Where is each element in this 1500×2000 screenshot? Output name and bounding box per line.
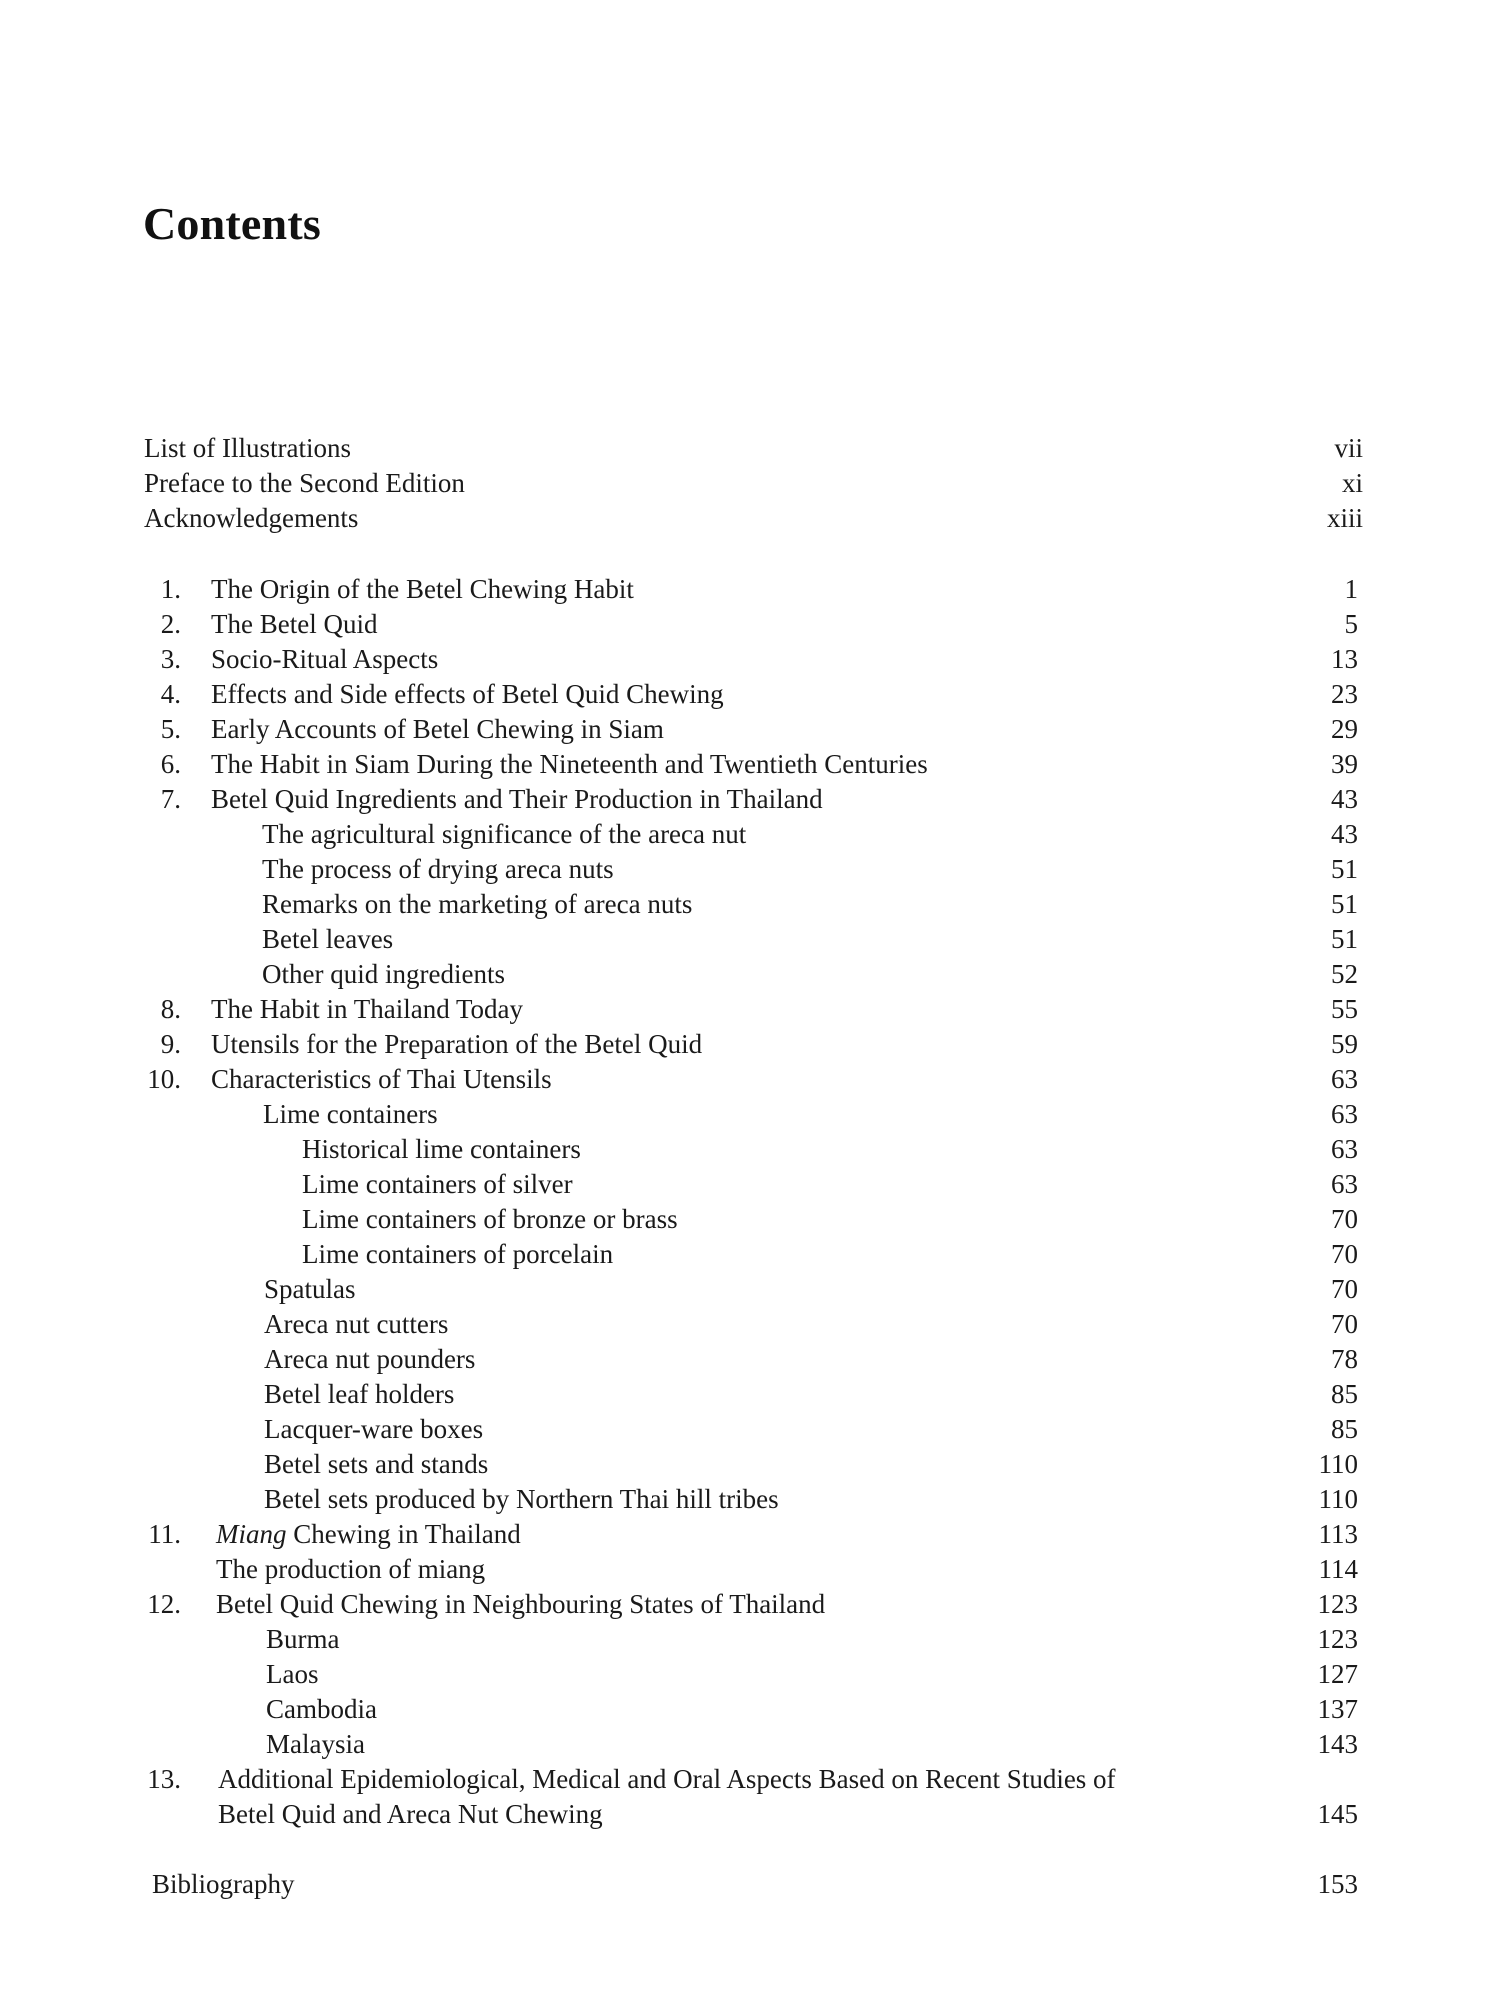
toc-entry-title: Socio-Ritual Aspects	[211, 644, 439, 674]
toc-page-number: 63	[1331, 1064, 1358, 1094]
toc-section-row	[0, 1482, 1500, 1516]
toc-page-number: xi	[1341, 468, 1363, 498]
toc-entry-title: Acknowledgements	[144, 503, 359, 533]
toc-section-row	[0, 817, 1500, 851]
toc-entry-title: Lime containers of bronze or brass	[302, 1204, 678, 1234]
toc-chapter-row	[0, 1062, 1500, 1096]
chapter-number: 6.	[160, 749, 181, 779]
toc-entry-title: Betel leaf holders	[264, 1379, 455, 1409]
toc-page-number: 51	[1331, 924, 1358, 954]
toc-subsection-row	[0, 1237, 1500, 1271]
toc-page-number: 1	[1344, 574, 1358, 604]
toc-chapter-row	[0, 572, 1500, 606]
toc-chapter-row	[0, 747, 1500, 781]
toc-front-row	[0, 501, 1500, 535]
chapter-number: 13.	[147, 1764, 181, 1794]
page-title: Contents	[143, 198, 321, 249]
chapter-number: 9.	[160, 1029, 181, 1059]
toc-section-row	[0, 1552, 1500, 1586]
toc-chapter-row	[0, 1517, 1500, 1551]
toc-section-row	[0, 922, 1500, 956]
toc-entry-title: List of Illustrations	[144, 433, 351, 463]
toc-page-number: 70	[1331, 1239, 1358, 1269]
toc-page-number: 70	[1331, 1309, 1358, 1339]
toc-page-number: 78	[1331, 1344, 1358, 1374]
toc-page-number: 51	[1331, 889, 1358, 919]
toc-section-row	[0, 1692, 1500, 1726]
chapter-number: 1.	[160, 574, 181, 604]
toc-entry-title: Preface to the Second Edition	[144, 468, 465, 498]
toc-entry-title: Laos	[266, 1659, 319, 1689]
toc-chapter-row	[0, 642, 1500, 676]
toc-page-number: 63	[1331, 1169, 1358, 1199]
toc-section-row	[0, 887, 1500, 921]
toc-section-row	[0, 1272, 1500, 1306]
toc-page-number: 63	[1331, 1099, 1358, 1129]
toc-page-number: 29	[1331, 714, 1358, 744]
toc-page-number: 43	[1331, 819, 1358, 849]
toc-section-row	[0, 852, 1500, 886]
toc-entry-title: Bibliography	[152, 1869, 295, 1899]
toc-page-number: 123	[1317, 1624, 1358, 1654]
toc-entry-title: Lime containers	[263, 1099, 438, 1129]
toc-entry-title: Betel sets and stands	[264, 1449, 489, 1479]
toc-entry-title: The Origin of the Betel Chewing Habit	[211, 574, 634, 604]
toc-entry-title: Areca nut pounders	[264, 1344, 476, 1374]
toc-section-row	[0, 1307, 1500, 1341]
toc-subsection-row	[0, 1132, 1500, 1166]
toc-entry-title: Lacquer-ware boxes	[264, 1414, 484, 1444]
toc-entry-title: The Betel Quid	[211, 609, 378, 639]
toc-entry-title: The Habit in Thailand Today	[211, 994, 524, 1024]
toc-page-number: 85	[1331, 1379, 1358, 1409]
toc-page-number: 70	[1331, 1204, 1358, 1234]
toc-page-number: 51	[1331, 854, 1358, 884]
toc-section-row	[0, 1657, 1500, 1691]
toc-front-row	[0, 431, 1500, 465]
toc-entry-title: Effects and Side effects of Betel Quid Chewing	[211, 679, 724, 709]
toc-entry-title-italic: Miang	[216, 1519, 287, 1549]
toc-entry-title: Betel Quid Ingredients and Their Production in Thailand	[211, 784, 823, 814]
toc-entry-title: Malaysia	[266, 1729, 365, 1759]
toc-chapter-row	[0, 712, 1500, 746]
toc-page-number: 137	[1317, 1694, 1358, 1724]
toc-page-number: xiii	[1326, 503, 1363, 533]
toc-entry-title: Spatulas	[264, 1274, 356, 1304]
toc-section-row	[0, 1412, 1500, 1446]
toc-chapter-row	[0, 1587, 1500, 1621]
toc-section-row	[0, 1097, 1500, 1131]
chapter-number: 11.	[148, 1519, 181, 1549]
toc-subsection-row	[0, 1202, 1500, 1236]
chapter-number: 8.	[160, 994, 181, 1024]
toc-page-number: 43	[1331, 784, 1358, 814]
toc-chapter-continuation-row	[0, 1797, 1500, 1831]
chapter-number: 5.	[160, 714, 181, 744]
toc-entry-title: Historical lime containers	[302, 1134, 581, 1164]
toc-entry-title: Lime containers of silver	[302, 1169, 573, 1199]
toc-section-row	[0, 957, 1500, 991]
toc-entry-title: Betel sets produced by Northern Thai hill tribes	[264, 1484, 779, 1514]
toc-entry-title: The agricultural significance of the areca nut	[262, 819, 747, 849]
toc-subsection-row	[0, 1167, 1500, 1201]
toc-entry-title: The Habit in Siam During the Nineteenth and Twentieth Centuries	[211, 749, 928, 779]
toc-entry-title: Remarks on the marketing of areca nuts	[262, 889, 693, 919]
toc-page-number: 113	[1318, 1519, 1358, 1549]
toc-entry-title: Additional Epidemiological, Medical and Oral Aspects Based on Recent Studies of	[218, 1764, 1116, 1794]
toc-entry-title-rest: Chewing in Thailand	[286, 1519, 521, 1549]
toc-page-number: 127	[1317, 1659, 1358, 1689]
toc-page-number: 114	[1318, 1554, 1358, 1584]
toc-entry-title: The production of miang	[216, 1554, 486, 1584]
toc-page-number: 110	[1318, 1449, 1358, 1479]
toc-page-number: 63	[1331, 1134, 1358, 1164]
toc-chapter-row	[0, 607, 1500, 641]
toc-page-number: 13	[1331, 644, 1358, 674]
toc-section-row	[0, 1447, 1500, 1481]
chapter-number: 3.	[160, 644, 181, 674]
toc-entry-title: Burma	[266, 1624, 340, 1654]
toc-page-number: 55	[1331, 994, 1358, 1024]
toc-page-number: 70	[1331, 1274, 1358, 1304]
toc-page-number: 123	[1317, 1589, 1358, 1619]
chapter-number: 12.	[147, 1589, 181, 1619]
chapter-number: 4.	[160, 679, 181, 709]
toc-entry-title: Betel Quid Chewing in Neighbouring States of Thailand	[216, 1589, 826, 1619]
toc-section-row	[0, 1622, 1500, 1656]
toc-page-number: 145	[1317, 1799, 1358, 1829]
toc-entry-title: Lime containers of porcelain	[302, 1239, 614, 1269]
toc-entry-title: Betel Quid and Areca Nut Chewing	[218, 1799, 603, 1829]
toc-page-number: 153	[1317, 1869, 1358, 1899]
toc-chapter-row	[0, 1762, 1500, 1796]
toc-page-number: 23	[1331, 679, 1358, 709]
toc-page-number: 5	[1344, 609, 1358, 639]
toc-page-number: 59	[1331, 1029, 1358, 1059]
toc-section-row	[0, 1342, 1500, 1376]
toc-entry-title: Early Accounts of Betel Chewing in Siam	[211, 714, 664, 744]
toc-entry-title: Utensils for the Preparation of the Betel Quid	[211, 1029, 703, 1059]
toc-chapter-row	[0, 992, 1500, 1026]
toc-entry-title: Betel leaves	[262, 924, 394, 954]
toc-entry-title: Areca nut cutters	[264, 1309, 449, 1339]
toc-chapter-row	[0, 1027, 1500, 1061]
chapter-number: 10.	[147, 1064, 181, 1094]
toc-page-number: 85	[1331, 1414, 1358, 1444]
toc-section-row	[0, 1377, 1500, 1411]
toc-entry-title: Other quid ingredients	[262, 959, 505, 989]
toc-page-number: 39	[1331, 749, 1358, 779]
chapter-number: 2.	[160, 609, 181, 639]
toc-page-number: 110	[1318, 1484, 1358, 1514]
toc-entry-title: The process of drying areca nuts	[262, 854, 614, 884]
toc-page-number: 143	[1317, 1729, 1358, 1759]
toc-entry-title	[216, 1517, 521, 1551]
toc-front-row	[0, 466, 1500, 500]
toc-page-number: vii	[1334, 433, 1363, 463]
toc-chapter-row	[0, 677, 1500, 711]
toc-entry-title: Cambodia	[266, 1694, 377, 1724]
chapter-number: 7.	[160, 784, 181, 814]
toc-entry-title: Characteristics of Thai Utensils	[211, 1064, 552, 1094]
toc-page-number: 52	[1331, 959, 1358, 989]
toc-section-row	[0, 1727, 1500, 1761]
toc-chapter-row	[0, 782, 1500, 816]
toc-back-row	[0, 1867, 1500, 1901]
